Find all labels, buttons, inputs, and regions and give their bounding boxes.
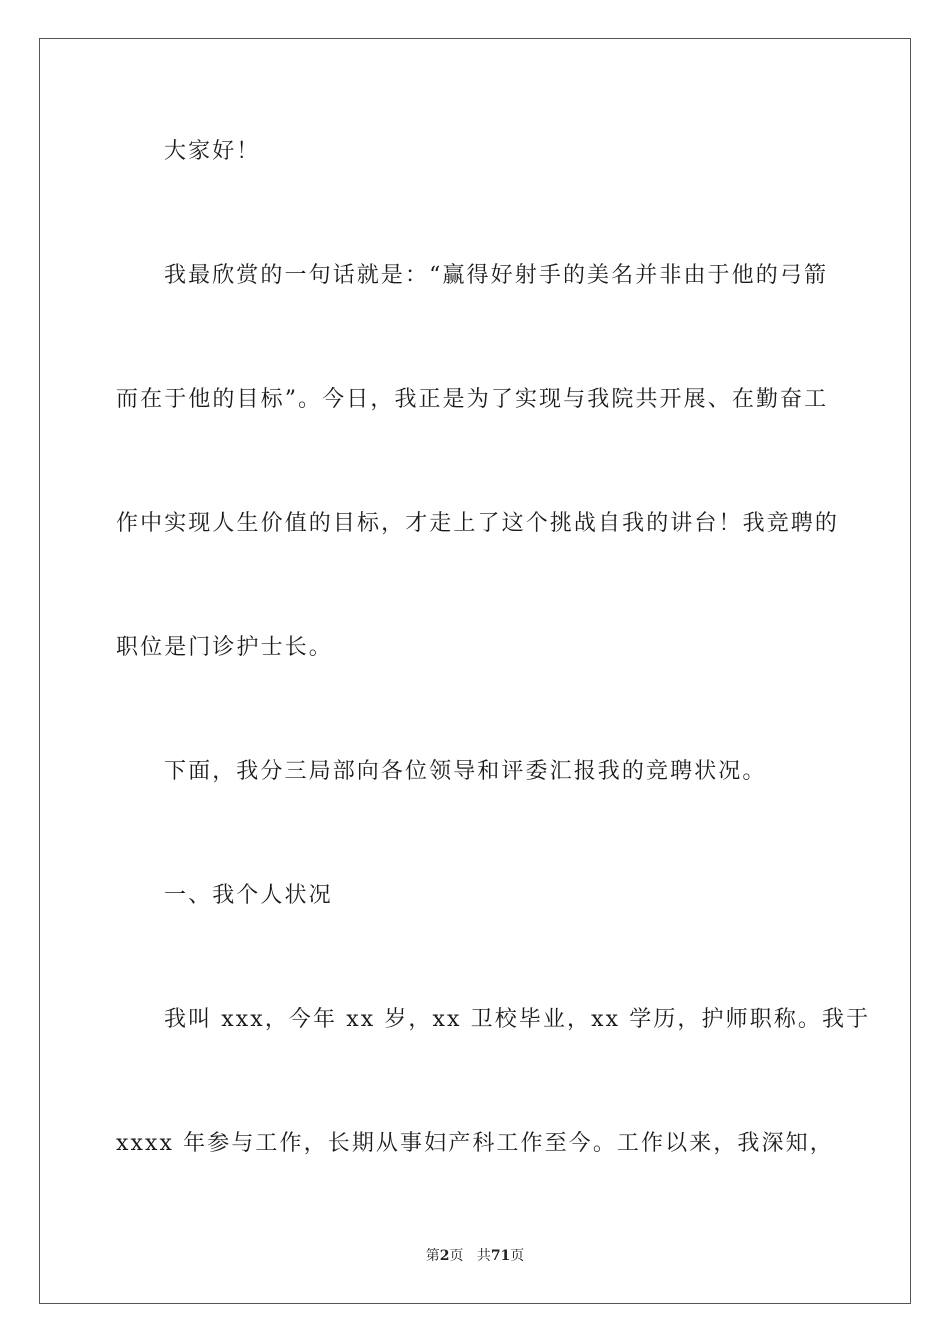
paragraph-line: 下面，我分三局部向各位领导和评委汇报我的竞聘状况。 xyxy=(164,759,767,784)
footer-prefix: 第 xyxy=(425,1248,440,1264)
greeting-line: 大家好！ xyxy=(164,139,261,164)
paragraph-line: xxxx 年参与工作，长期从事妇产科工作至今。工作以来，我深知， xyxy=(116,1131,834,1156)
current-page-number: 2 xyxy=(439,1248,450,1264)
footer-total-prefix: 共 xyxy=(476,1248,491,1264)
paragraph-line: 而在于他的目标”。今日，我正是为了实现与我院共开展、在勤奋工 xyxy=(116,387,829,412)
page-footer xyxy=(0,1247,950,1265)
footer-total-suffix: 页 xyxy=(510,1248,525,1264)
paragraph-line: 我叫 xxx，今年 xx 岁，xx 卫校毕业，xx 学历，护师职称。我于 xyxy=(164,1007,871,1032)
footer-page-suffix: 页 xyxy=(449,1248,464,1264)
paragraph-line: 我最欣赏的一句话就是：“赢得好射手的美名并非由于他的弓箭 xyxy=(164,263,829,288)
paragraph-line: 职位是门诊护士长。 xyxy=(116,635,333,660)
total-pages-number: 71 xyxy=(490,1248,511,1264)
paragraph-line: 作中实现人生价值的目标，才走上了这个挑战自我的讲台！我竞聘的 xyxy=(116,511,840,536)
page-border xyxy=(39,38,911,1304)
section-heading: 一、我个人状况 xyxy=(164,883,333,908)
